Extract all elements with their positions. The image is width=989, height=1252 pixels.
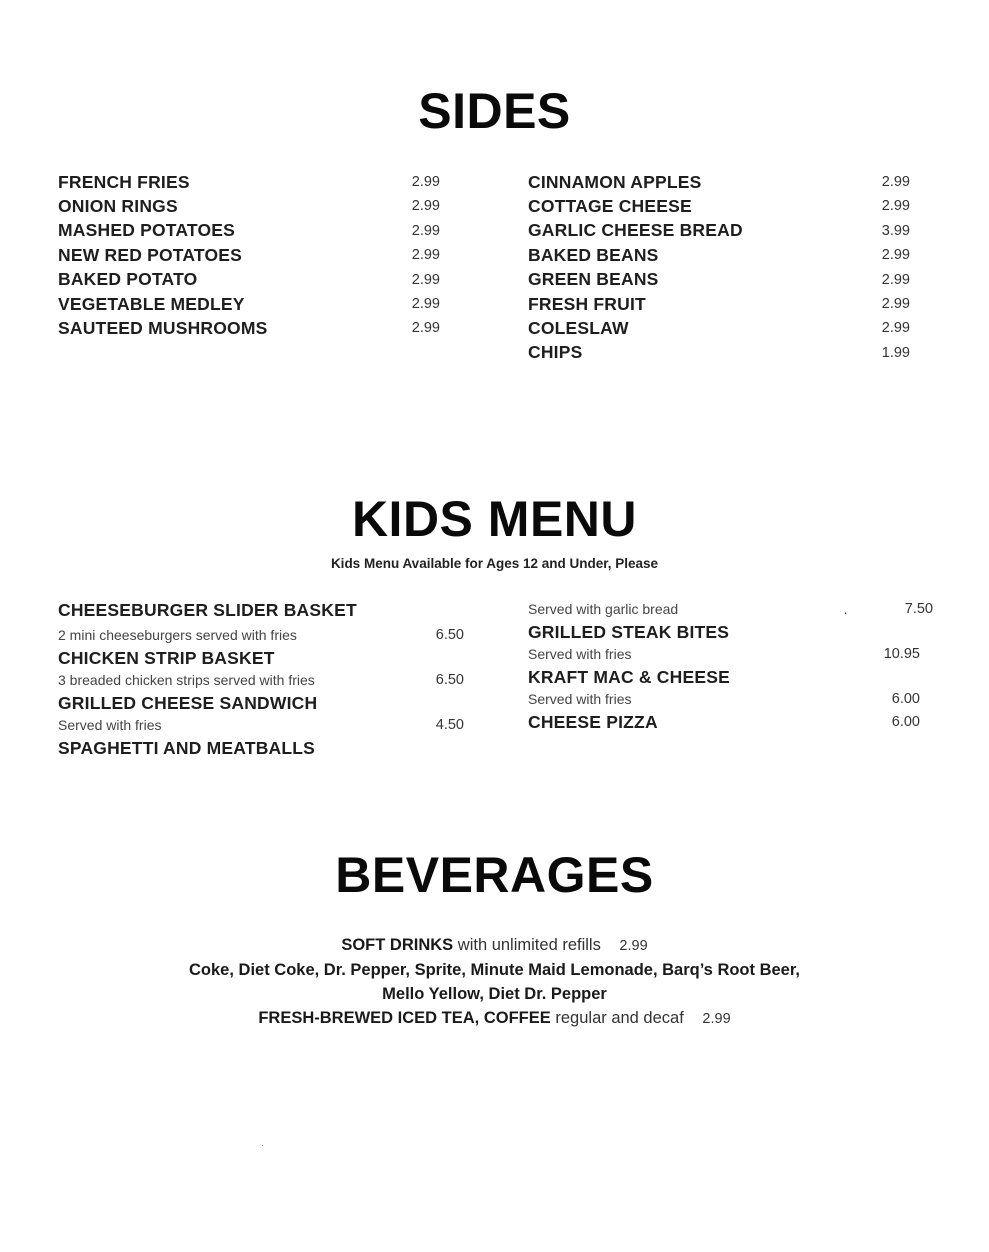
item-price: 4.50 [435,717,464,733]
item-name: CHEESEBURGER SLIDER BASKET [58,599,357,620]
menu-item [528,244,910,266]
soft-drinks-line [0,933,989,958]
item-description-row [58,625,464,645]
menu-item [528,666,933,688]
stray-mark: . [261,1138,264,1149]
item-description: Served with garlic bread [528,601,679,617]
item-name: CHIPS [528,342,583,363]
soft-drinks-text: with unlimited refills [457,936,601,954]
item-description: 3 breaded chicken strips served with fries [58,672,315,688]
menu-item [528,269,910,291]
menu-item [58,693,464,715]
item-price: 2.99 [411,198,440,215]
soft-drinks-list-1: Coke, Diet Coke, Dr. Pepper, Sprite, Minute Maid Lemonade, Barq’s Root Beer, [189,961,800,979]
item-price: 2.99 [881,296,910,312]
item-price: 6.50 [435,627,464,643]
soft-drinks-label: SOFT DRINKS [341,936,454,954]
item-name: CHICKEN STRIP BASKET [58,648,275,668]
menu-item [58,648,464,670]
menu-item [528,220,910,242]
item-name: CINNAMON APPLES [528,171,702,192]
item-name: GREEN BEANS [528,269,659,290]
menu-item [58,269,440,291]
item-name: VEGETABLE MEDLEY [58,293,245,314]
item-price: 2.99 [881,247,910,264]
item-description-row [528,689,933,709]
menu-item [528,293,910,315]
menu-item [528,342,910,364]
item-description: Served with fries [58,717,162,733]
menu-item [58,317,440,339]
item-name: GRILLED CHEESE SANDWICH [58,693,318,713]
item-name: SPAGHETTI AND MEATBALLS [58,738,316,758]
kids-menu-title: KIDS MENU [351,491,638,547]
item-name: SAUTEED MUSHROOMS [58,317,268,338]
item-name: NEW RED POTATOES [58,244,243,265]
menu-item [58,738,464,760]
item-price: 2.99 [881,271,910,288]
item-price: 3.99 [881,222,910,239]
soft-drinks-list-line-1 [0,958,989,982]
item-name: GARLIC CHEESE BREAD [528,220,743,241]
soft-drinks-price: 2.99 [619,938,648,954]
menu-item [58,293,440,315]
item-price: 2.99 [411,222,440,239]
kids-menu-note: Kids Menu Available for Ages 12 and Under, Please [330,556,659,571]
dot-mark: . [843,601,848,617]
item-description-row [528,644,933,664]
item-price: 2.99 [411,174,440,190]
menu-item [528,195,910,217]
item-name: MASHED POTATOES [58,220,236,241]
item-description-row [58,715,464,735]
item-description-row [58,670,464,690]
item-name: ONION RINGS [58,195,178,216]
item-name: COTTAGE CHEESE [528,195,692,216]
sides-title: SIDES [418,83,571,139]
item-description: 2 mini cheeseburgers served with fries [58,627,297,643]
item-name: KRAFT MAC & CHEESE [528,666,730,687]
tea-coffee-price: 2.99 [702,1011,731,1027]
item-price: 6.00 [891,690,920,707]
menu-item [58,599,464,621]
item-description: Served with fries [528,690,632,707]
tea-coffee-text: regular and decaf [555,1009,684,1027]
item-name: GRILLED STEAK BITES [528,621,730,642]
item-name: BAKED BEANS [528,244,659,265]
menu-item [528,171,910,193]
menu-item [528,621,933,643]
item-price: 1.99 [881,344,910,361]
menu-item [58,195,440,217]
menu-item [58,220,440,242]
item-price: 2.99 [411,296,440,312]
item-price: 2.99 [881,320,910,337]
menu-item [528,711,933,733]
tea-coffee-line [0,1006,989,1031]
item-name: CHEESE PIZZA [528,711,658,732]
item-price: 10.95 [883,645,920,662]
item-name: FRENCH FRIES [58,171,190,192]
beverages-title: BEVERAGES [335,847,654,903]
item-name: COLESLAW [528,317,629,338]
tea-coffee-label: FRESH-BREWED ICED TEA, COFFEE [258,1009,551,1027]
item-description: Served with fries [528,645,632,662]
menu-item [528,317,910,339]
item-price: 2.99 [411,271,440,288]
item-price: 6.00 [891,714,920,730]
item-name: FRESH FRUIT [528,293,646,314]
menu-item [58,171,440,193]
item-name: BAKED POTATO [58,269,198,290]
soft-drinks-list-2: Mello Yellow, Diet Dr. Pepper [382,985,607,1003]
soft-drinks-list-line-2 [0,982,989,1006]
item-price: 6.50 [435,672,464,688]
menu-item [58,244,440,266]
item-price: 2.99 [411,320,440,337]
item-price: 7.50 [904,601,933,617]
item-description-row [528,599,933,619]
item-price: 2.99 [411,247,440,264]
item-price: 2.99 [881,174,910,190]
item-price: 2.99 [881,198,910,215]
